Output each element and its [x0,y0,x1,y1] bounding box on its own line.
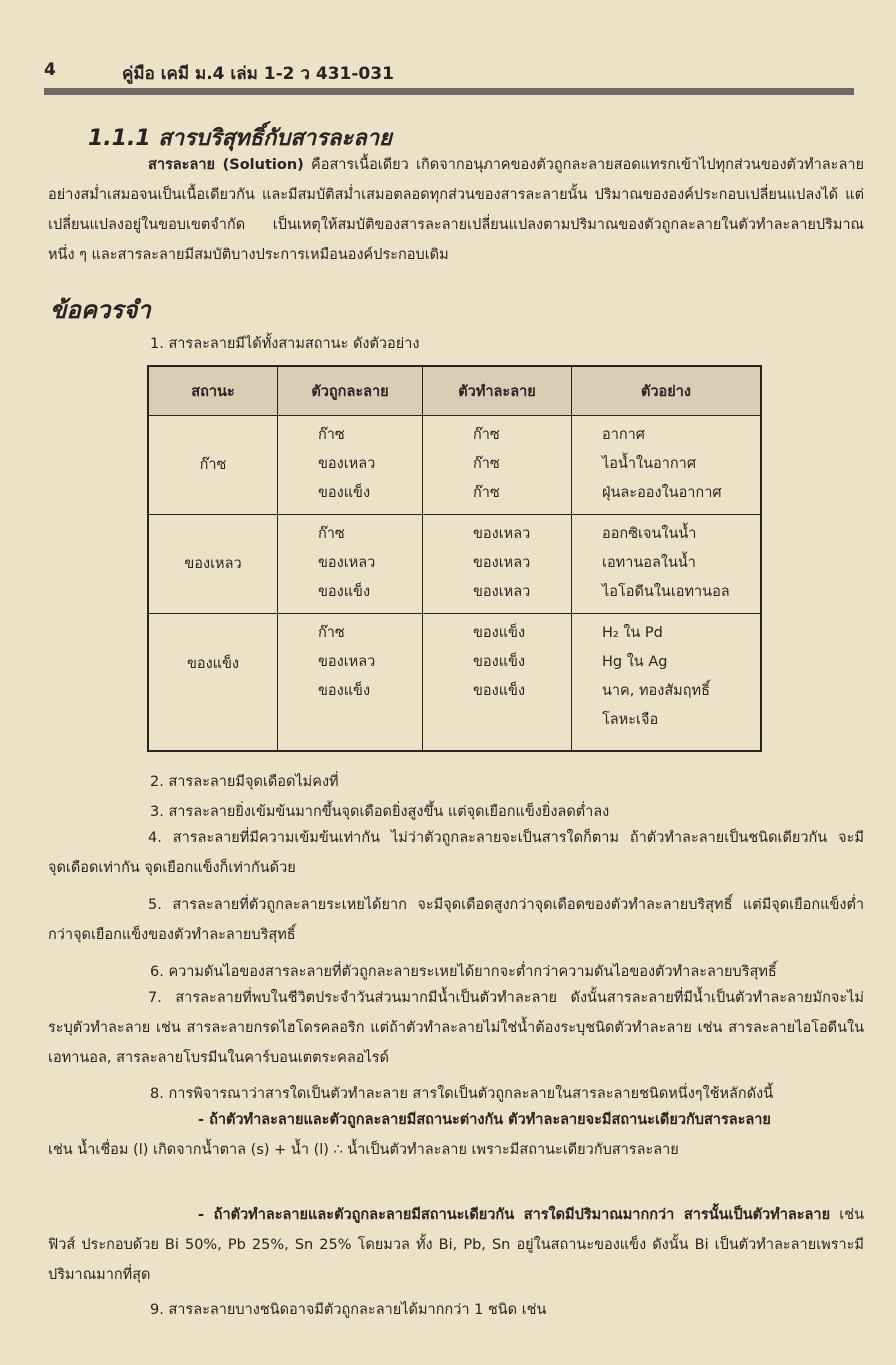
solvent-cell [423,613,572,751]
solute: ก๊าซ [318,526,345,543]
solute: ของแข็ง [318,584,371,601]
example-cell [572,613,762,751]
header-rule [44,88,854,95]
page-number: 4 [44,60,56,80]
section-title: 1.1.1 สารบริสุทธิ์กับสารละลาย [88,126,392,151]
solute: ของเหลว [318,653,376,670]
rule-2-text: เช่น ฟิวส์ ประกอบด้วย Bi 50%, Pb 25%, Sn 25% โดยมวล ทั้ง Bi, Pb, Sn อยู่ในสถานะของแข็ง ดังนั้น Bi เป็นตัวทำละลายเพราะมีปริมาณมากที่สุด [48,1207,864,1283]
notes-heading: ข้อควรจำ [50,296,151,324]
item-5-text: 5. สารละลายที่ตัวถูกละลายระเหยได้ยาก จะมีจุดเดือดสูงกว่าจุดเดือดของตัวทำละลายบริสุทธิ์ แต่มีจุดเยือกแข็งต่ำกว่าจุดเยือกแข็งของตัวทำละลายบริสุทธิ์ [48,897,864,943]
solute: ของแข็ง [318,485,371,502]
solvent: ของเหลว [473,526,531,543]
rule-1-heading: - ถ้าตัวทำละลายและตัวถูกละลายมีสถานะต่างกัน ตัวทำละลายจะมีสถานะเดียวกับสารละลาย [198,1112,771,1128]
item-1: 1. สารละลายมีได้ทั้งสามสถานะ ดังตัวอย่าง [150,336,420,352]
solute: ของแข็ง [318,682,371,699]
rule-1 [48,1105,864,1165]
item-9: 9. สารละลายบางชนิดอาจมีตัวถูกละลายได้มากกว่า 1 ชนิด เช่น [150,1302,547,1318]
example: H₂ ใน Pd [602,624,663,641]
example: โลหะเจือ [602,711,659,728]
header-solute: ตัวถูกละลาย [278,366,423,416]
solute: ก๊าซ [318,624,345,641]
solvent: ก๊าซ [473,427,500,444]
example-cell [572,416,762,515]
solute: ของเหลว [318,456,376,473]
header-title: คู่มือ เคมี ม.4 เล่ม 1-2 ว 431-031 [122,64,394,84]
intro-text: คือสารเนื้อเดียว เกิดจากอนุภาคของตัวถูกละลายสอดแทรกเข้าไปทุกส่วนของตัวทำละลายอย่างสม่ำเสมอจนเป็นเนื้อเดียวกัน และมีสมบัติสม่ำเสมอตลอดทุกส่วนของสารละลายนั้น ปริมาณขององค์ประกอบเปลี่ยนแปลงได้ แต่เปลี่ยนแปลงอยู่ในขอบเขตจำกัด เป็นเหตุให้สมบัติของสารละลายเปลี่ยนแปลงตามปริมาณของตัวถูกละลายในตัวทำละลายปริมาณหนึ่ง ๆ และสารละลายมีสมบัติบางประการเหมือนองค์ประกอบเดิม [48,157,864,263]
example-cell [572,514,762,613]
solute-cell [278,514,423,613]
table-row [148,416,761,515]
intro-lead: สารละลาย (Solution) [148,157,304,173]
item-7-text: 7. สารละลายที่พบในชีวิตประจำวันส่วนมากมีน้ำเป็นตัวทำละลาย ดังนั้นสารละลายที่มีน้ำเป็นตัวทำละลายมักจะไม่ระบุตัวทำละลาย เช่น สารละลายกรดไฮโดรคลอริก แต่ถ้าตัวทำละลายไม่ใช่น้ำต้องระบุชนิดตัวทำละลาย เช่น สารละลายไอโอดีนในเอทานอล, สารละลายโบรมีนในคาร์บอนเตตระคลอไรด์ [48,990,864,1066]
page-header [44,60,856,84]
item-2: 2. สารละลายมีจุดเดือดไม่คงที่ [150,774,339,790]
solute-cell [278,613,423,751]
solvent: ก๊าซ [473,456,500,473]
solvent: ของแข็ง [473,624,526,641]
state-cell: ของแข็ง [148,613,278,751]
example: ออกซิเจนในน้ำ [602,526,697,543]
solvent-cell [423,416,572,515]
rule-1-text: เช่น น้ำเชื่อม (l) เกิดจากน้ำตาล (s) + น้ำ (l) ∴ น้ำเป็นตัวทำละลาย เพราะมีสถานะเดียวกับสารละลาย [48,1142,679,1158]
example: ไอโอดีนในเอทานอล [602,584,730,601]
example: ฝุ่นละอองในอากาศ [602,485,722,502]
table-header-row [148,366,761,416]
state-cell: ก๊าซ [148,416,278,515]
solvent: ของเหลว [473,584,531,601]
item-5 [48,890,864,950]
item-6: 6. ความดันไอของสารละลายที่ตัวถูกละลายระเหยได้ยากจะต่ำกว่าความดันไอของตัวทำละลายบริสุทธิ์ [150,964,777,980]
table-row [148,514,761,613]
example: นาค, ทองสัมฤทธิ์ [602,682,710,699]
solvent: ของแข็ง [473,653,526,670]
item-4-text: 4. สารละลายที่มีความเข้มข้นเท่ากัน ไม่ว่าตัวถูกละลายจะเป็นสารใดก็ตาม ถ้าตัวทำละลายเป็นชนิดเดียวกัน จะมีจุดเดือดเท่ากัน จุดเยือกแข็งก็เท่ากันด้วย [48,830,864,876]
solution-table [147,365,762,752]
item-8: 8. การพิจารณาว่าสารใดเป็นตัวทำละลาย สารใดเป็นตัวถูกละลายในสารละลายชนิดหนึ่งๆใช้หลักดังนี้ [150,1086,774,1102]
header-state: สถานะ [148,366,278,416]
example: อากาศ [602,427,645,444]
table-row [148,613,761,751]
solute: ก๊าซ [318,427,345,444]
intro-paragraph [48,150,864,270]
solvent: ของเหลว [473,555,531,572]
example: เอทานอลในน้ำ [602,555,696,572]
solvent: ของแข็ง [473,682,526,699]
item-3: 3. สารละลายยิ่งเข้มข้นมากขึ้นจุดเดือดยิ่งสูงขึ้น แต่จุดเยือกแข็งยิ่งลดต่ำลง [150,804,610,820]
item-4 [48,823,864,883]
solute-cell [278,416,423,515]
solvent-cell [423,514,572,613]
item-7 [48,983,864,1073]
header-example: ตัวอย่าง [572,366,762,416]
solute: ของเหลว [318,555,376,572]
solvent: ก๊าซ [473,485,500,502]
state-cell: ของเหลว [148,514,278,613]
header-solvent: ตัวทำละลาย [423,366,572,416]
rule-2-heading: - ถ้าตัวทำละลายและตัวถูกละลายมีสถานะเดียวกัน สารใดมีปริมาณมากกว่า สารนั้นเป็นตัวทำละลาย [198,1207,831,1223]
rule-2 [48,1200,864,1290]
example: Hg ใน Ag [602,653,668,670]
example: ไอน้ำในอากาศ [602,456,697,473]
